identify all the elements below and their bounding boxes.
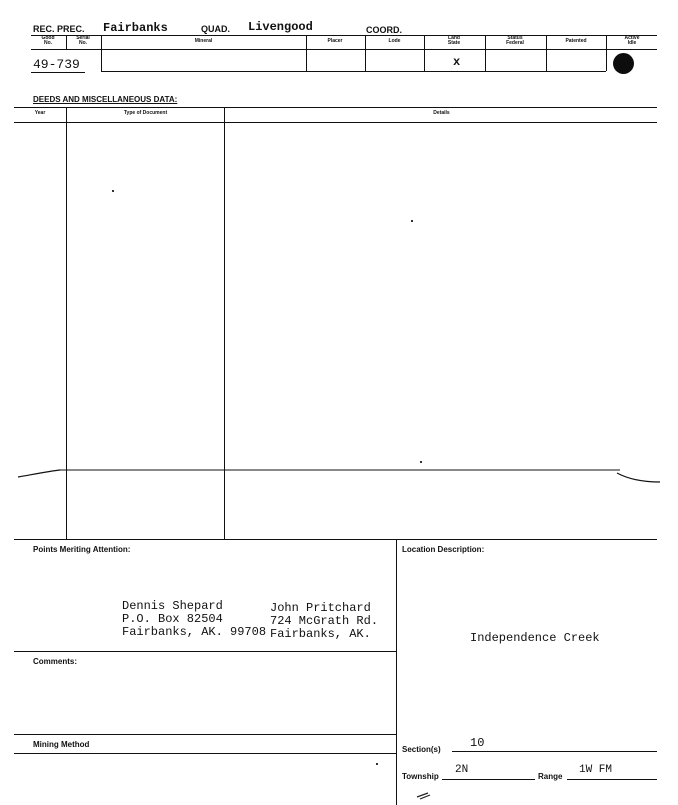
mining-bottom-rule [14, 753, 396, 754]
township-underline [442, 779, 535, 780]
col-land-state: Land State [447, 35, 461, 46]
table-divider [306, 35, 307, 71]
pen-mark [414, 788, 444, 802]
range-value: 1W FM [579, 764, 613, 776]
contact-dennis-shepard: Dennis Shepard P.O. Box 82504 Fairbanks, AK. 99708 [122, 599, 267, 639]
table-bottom-rule [101, 71, 606, 72]
range-label: Range [538, 772, 563, 781]
points-label: Points Meriting Attention: [33, 545, 131, 554]
deeds-col-year: Year [34, 110, 46, 116]
col-placer: Placer [327, 38, 343, 44]
header-top-rule [31, 35, 657, 36]
rec-prec-label: REC. PREC. [33, 24, 85, 34]
col-good-no: Good No. [41, 35, 55, 46]
table-divider [606, 35, 607, 71]
mining-top-rule [14, 734, 396, 735]
col-patented: Patented [565, 38, 587, 44]
location-value: Independence Creek [470, 631, 600, 645]
fold-line [0, 460, 678, 490]
deeds-bottom-rule [14, 539, 657, 540]
deeds-section-title: DEEDS AND MISCELLANEOUS DATA: [33, 95, 178, 104]
coord-label: COORD. [366, 25, 402, 35]
table-divider [101, 35, 102, 71]
location-label: Location Description: [402, 545, 485, 554]
col-serial-no: Serial No. [76, 35, 90, 46]
section-value: 10 [470, 736, 485, 750]
col-status-federal: Status Federal [506, 35, 524, 46]
township-value: 2N [455, 764, 469, 776]
township-label: Township [402, 772, 439, 781]
section-label: Section(s) [402, 745, 441, 754]
table-header-rule [31, 49, 657, 50]
lower-center-divider [396, 539, 397, 805]
quad-value: Livengood [248, 20, 313, 34]
speck [376, 763, 378, 765]
deeds-top-rule [14, 107, 657, 108]
contact-john-pritchard: John Pritchard 724 McGrath Rd. Fairbanks, AK. [270, 601, 379, 641]
deeds-col-type: Type of Document [123, 110, 168, 116]
range-underline [567, 779, 657, 780]
land-state-mark: x [453, 55, 461, 69]
active-idle-filled-dot [613, 53, 634, 74]
comments-top-rule [14, 651, 396, 652]
col-lode: Lode [388, 38, 401, 44]
section-underline [452, 751, 657, 752]
table-divider [546, 35, 547, 71]
deeds-col-details: Details [433, 110, 450, 116]
comments-label: Comments: [33, 657, 78, 666]
good-no-value: 49-739 [33, 57, 80, 72]
rec-prec-value: Fairbanks [103, 21, 168, 35]
good-no-underline [31, 72, 85, 73]
table-divider [485, 35, 486, 71]
deeds-header-rule [14, 122, 657, 123]
table-divider [66, 35, 67, 49]
quad-label: QUAD. [201, 24, 230, 34]
speck [112, 190, 114, 192]
table-divider [424, 35, 425, 71]
col-mineral: Mineral [194, 38, 213, 44]
col-active-idle: Active Idle [624, 35, 640, 46]
speck [411, 220, 413, 222]
table-divider [365, 35, 366, 71]
mining-method-label: Mining Method [33, 740, 90, 749]
